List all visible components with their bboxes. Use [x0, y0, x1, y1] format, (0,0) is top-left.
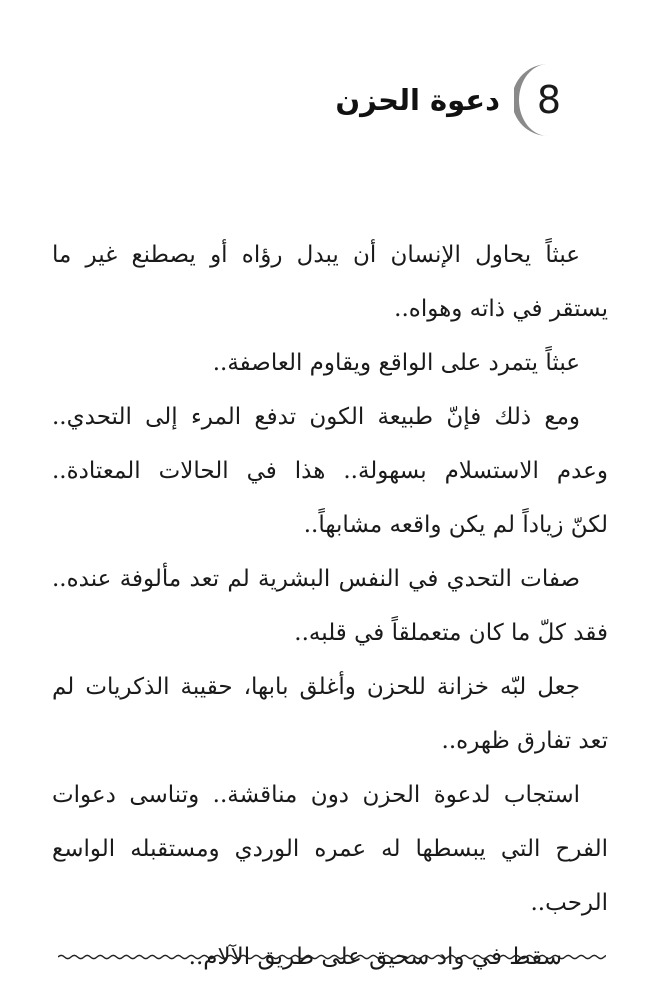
paragraph — [52, 768, 608, 930]
chapter-header — [335, 60, 578, 140]
chapter-title: دعوة الحزن — [335, 83, 500, 117]
paragraph — [52, 552, 608, 660]
wavy-divider — [58, 950, 606, 964]
paragraph — [52, 660, 608, 768]
text-line: فقد كلّ ما كان متعملقاً في قلبه.. — [294, 620, 608, 646]
paragraph — [52, 336, 608, 390]
text-line: الفرح التي يبسطها له عمره الوردي ومستقبله الواسع — [52, 836, 608, 862]
text-line: سقط في واد سحيق على طريق الآلام.. — [188, 944, 562, 970]
text-line: عبثاً يحاول الإنسان أن يبدل رؤاه أو يصطنع غير ما — [52, 242, 580, 268]
paragraph — [52, 390, 608, 552]
text-line: ومع ذلك فإنّ طبيعة الكون تدفع المرء إلى التحدي.. — [52, 404, 580, 430]
chapter-number: 8 — [536, 78, 562, 122]
text-line: الرحب.. — [530, 890, 608, 916]
text-line: وعدم الاستسلام بسهولة.. هذا في الحالات المعتادة.. — [52, 458, 608, 484]
text-line: تعد تفارق ظهره.. — [441, 728, 608, 754]
text-line: استجاب لدعوة الحزن دون مناقشة.. وتناسى دعوات — [52, 782, 580, 808]
chapter-number-badge — [514, 62, 578, 138]
paragraph — [52, 228, 608, 336]
text-line: صفات التحدي في النفس البشرية لم تعد مألوفة عنده.. — [52, 566, 580, 592]
text-line: عبثاً يتمرد على الواقع ويقاوم العاصفة.. — [212, 350, 580, 376]
text-line: جعل لبّه خزانة للحزن وأغلق بابها، حقيبة الذكريات لم — [52, 674, 580, 700]
chapter-body — [52, 228, 608, 984]
text-line: يستقر في ذاته وهواه.. — [394, 296, 608, 322]
text-line: لكنّ زياداً لم يكن واقعه مشابهاً.. — [303, 512, 608, 538]
